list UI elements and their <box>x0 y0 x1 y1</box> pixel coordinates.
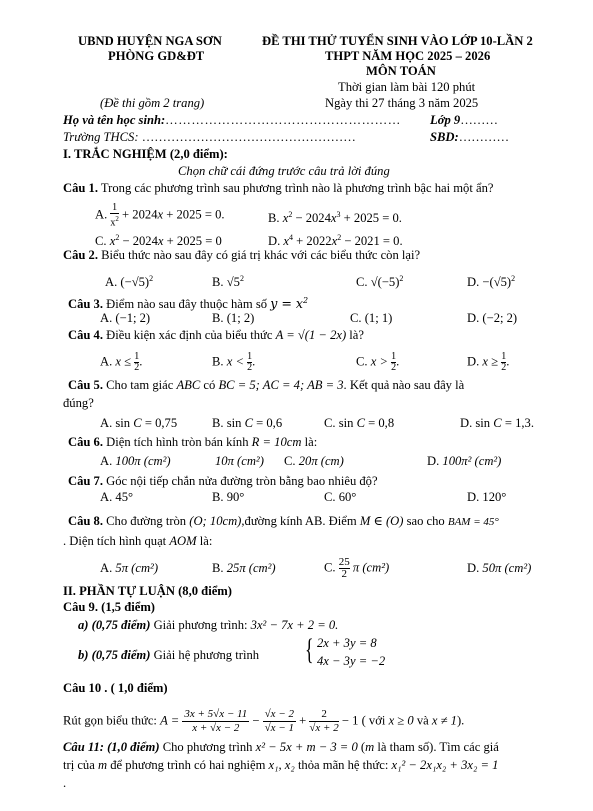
exam-title: ĐỀ THI THỬ TUYỂN SINH VÀO LỚP 10-LẦN 2 <box>262 34 533 48</box>
q3-option-c[interactable]: C. (1; 1) <box>350 311 393 325</box>
exam-pages: (Đề thi gồm 2 trang) <box>100 96 205 110</box>
q7-option-d[interactable]: D. 120° <box>467 490 507 504</box>
q9a: a) (0,75 điểm) Giải phương trình: 3x² − 7x + 2 = 0. <box>78 618 339 632</box>
q1-option-b[interactable]: B. $x^2 - 2024x^3 + 2025 = 0$. <box>268 210 402 226</box>
q2-label: Câu 2. <box>63 248 98 262</box>
q7-label: Câu 7. <box>68 474 103 488</box>
q7-option-b[interactable]: B. 90° <box>212 490 245 504</box>
student-name-row <box>63 113 401 128</box>
q6-option-a[interactable]: A. 100π (cm²) <box>100 454 171 468</box>
header-office: PHÒNG GD&ĐT <box>108 49 205 63</box>
sbd-label: SBD: <box>430 130 459 144</box>
q9b: b) (0,75 điểm) Giải hệ phương trình <box>78 648 260 662</box>
q5-option-b[interactable]: B. sin C = 0,6 <box>212 416 283 430</box>
q9-label: Câu 9. (1,5 điểm) <box>63 600 155 614</box>
sbd-dots: ………… <box>458 130 510 144</box>
q7-option-c[interactable]: C. 60° <box>324 490 357 504</box>
q6-option-d[interactable]: D. 100π² (cm²) <box>427 454 502 468</box>
q4-stem: Câu 4. Điều kiện xác định của biểu thức A = √(1 − 2x) là? <box>68 328 364 342</box>
q4-text: Điều kiện xác định của biểu thức <box>106 328 273 342</box>
q8-stem: Câu 8. Cho đường tròn (O; 10cm),đường kính AB. Điểm M ∈ (O) sao cho BAM = 45° <box>68 514 499 528</box>
exam-subject: MÔN TOÁN <box>366 64 436 78</box>
exam-page: UBND HUYỆN NGA SƠN PHÒNG GD&ĐT ĐỀ THI THỬ TUYỂN SINH VÀO LỚP 10-LẦN 2 THPT NĂM HỌC 2025 – 2026 MÔN TOÁN Thời gian làm bài 120 phút (Đề thi gồm 2 trang) Ngày thi 27 tháng 3 năm 2025 Họ và tên học sinh:……………………………………………… Lớp 9……… Trường THCS: …………………………………………… SBD:………… I. TRẮC NGHIỆM (2,0 điểm): Chọn chữ cái đứng trước câu trả lời đúng Câu 1. Trong các phương trình sau phương trình nào là phương trình bậc hai một ẩn? A. $\frac{1}{x^2}$ + 2024x + 2025 = 0. B. $x^2 - 2024x^3 + 2025 = 0$. C. $x^2 - 2024x + 2025 = 0$ D. $x^4 + 2022x^2 - 2021 = 0$. Câu 2. Biểu thức nào sau đây có giá trị khác với các biểu thức còn lại? A. $(-√5)^2$ B. $√5^2$ C. $√(-5)^2$ D. $-(√5)^2$ Câu 3. Điểm nào sau đây thuộc hàm số $y = x^2$ A. (−1; 2) B. (1; 2) C. (1; 1) D. (−2; 2) Câu 4. Điều kiện xác định của biểu thức A = √(1 − 2x) là? A. x ≤ $\frac{1}{2}$ . B. x < $\frac{1}{2}$ . C. x > $\frac{1}{2}$ . D. x ≥ $\frac{1}{2}$ . Câu 5. Cho tam giác ABC có BC = 5; AC = 4; AB = 3. Kết quả nào sau đây là đúng? A. sin C = 0,75 B. sin C = 0,6 C. sin C = 0,8 D. sin C = 1,3. Câu 6. Diện tích hình tròn bán kính R = 10cm là: A. 100π (cm²) 10π (cm²) C. 20π (cm) D. 100π² (cm²) Câu 7. Góc nội tiếp chắn nửa đường tròn bằng bao nhiêu độ? A. 45° B. 90° C. 60° D. 120° Câu 8. Cho đường tròn (O; 10cm),đường kính AB. Điểm M ∈ (O) sao cho BAM = 45° . Diện tích hình quạt AOM là: A. 5π (cm²) B. 25π (cm²) C. $\frac{25}{2}$ π (cm²) D. 50π (cm²) II. PHẦN TỰ LUẬN (8,0 điểm) Câu 9. (1,5 điểm) a) (0,75 điểm) Giải phương trình: 3x² − 7x + 2 = 0. b) (0,75 điểm) Giải hệ phương trình { 2x + 3y = 8 4x − 3y = −2 Câu 10 . ( 1,0 điểm) Rút gọn biểu thức: A = $\frac{3x + 5√x - 11}{x + √x - 2}$ − $\frac{√x - 2}{√x - 1}$ + $\frac{2}{√x + 2}$ − 1 ( với x ≥ 0 và x ≠ 1). Câu 11: (1,0 điểm) Cho phương trình x² − 5x + m − 3 = 0 (m là tham số). Tìm các giá trị của m để phương trình có hai nghiệm x₁, x₂ thỏa mãn hệ thức: x₁² − 2x₁x₂ + 3x₂ = 1 . <box>63 34 534 790</box>
q8-stem-cont: . Diện tích hình quạt AOM là: <box>63 534 213 548</box>
q3-text: Điểm nào sau đây thuộc hàm số <box>106 297 268 312</box>
q10-label: Câu 10 . ( 1,0 điểm) <box>63 681 168 695</box>
q1-option-c[interactable]: C. $x^2 - 2024x + 2025 = 0$ <box>95 233 222 249</box>
q11-end-dot: . <box>63 776 67 790</box>
q1-text: Trong các phương trình sau phương trình nào là phương trình bậc hai một ẩn? <box>100 181 494 195</box>
q8-option-d[interactable]: D. 50π (cm²) <box>467 561 532 575</box>
school-dots: …………………………………………… <box>141 130 356 144</box>
q7-option-a[interactable]: A. 45° <box>100 490 134 504</box>
q8-label: Câu 8. <box>68 514 103 528</box>
q3-stem: Câu 3. Điểm nào sau đây thuộc hàm số $y = x^2$ <box>68 296 309 312</box>
q3-option-a[interactable]: A. (−1; 2) <box>100 311 151 325</box>
q11-stem: Câu 11: (1,0 điểm) Cho phương trình x² − 5x + m − 3 = 0 (m là tham số). Tìm các giá <box>63 740 499 754</box>
q5-option-d[interactable]: D. sin C = 1,3. <box>460 416 534 430</box>
q2-text: Biểu thức nào sau đây có giá trị khác với các biểu thức còn lại? <box>101 248 421 262</box>
q4-option-a[interactable]: A. x ≤ $\frac{1}{2}$ . <box>100 351 143 373</box>
exam-date: Ngày thi 27 tháng 3 năm 2025 <box>325 96 479 110</box>
class-row <box>430 113 498 128</box>
class-dots: ……… <box>460 113 498 127</box>
q1-option-a[interactable]: A. $\frac{1}{x^2}$ + 2024x + 2025 = 0. <box>95 202 225 229</box>
q4-label: Câu 4. <box>68 328 103 342</box>
part2-title: II. PHẦN TỰ LUẬN (8,0 điểm) <box>63 584 232 598</box>
exam-year: THPT NĂM HỌC 2025 – 2026 <box>325 49 491 63</box>
sbd-row <box>430 130 509 145</box>
q3-option-d[interactable]: D. (−2; 2) <box>467 311 518 325</box>
q5-stem: Câu 5. Cho tam giác ABC có BC = 5; AC = 4; AB = 3. Kết quả nào sau đây là <box>68 378 465 392</box>
q1-label: Câu 1. <box>63 181 98 195</box>
q7-stem: Câu 7. Góc nội tiếp chắn nửa đường tròn bằng bao nhiêu độ? <box>68 474 378 488</box>
q2-stem <box>63 248 420 263</box>
q5-label: Câu 5. <box>68 378 103 392</box>
q4-tail: là? <box>349 328 364 342</box>
part1-title: I. TRẮC NGHIỆM (2,0 điểm): <box>63 147 228 161</box>
header-dept: UBND HUYỆN NGA SƠN <box>78 34 222 48</box>
student-name-dots: ……………………………………………… <box>165 113 401 127</box>
school-label: Trường THCS: <box>63 130 139 144</box>
q5-stem-cont: đúng? <box>63 396 94 410</box>
q6-label: Câu 6. <box>68 435 103 449</box>
q2-option-c[interactable]: C. $√(-5)^2$ <box>356 274 404 290</box>
q11-stem-cont: trị của m để phương trình có hai nghiệm x₁, x₂ thỏa mãn hệ thức: x₁² − 2x₁x₂ + 3x₂ = 1 <box>63 758 499 772</box>
q3-label: Câu 3. <box>68 297 103 312</box>
q1-stem <box>63 181 493 196</box>
q8-option-b[interactable]: B. 25π (cm²) <box>212 561 276 575</box>
q2-option-b[interactable]: B. $√5^2$ <box>212 274 244 290</box>
q3-option-b[interactable]: B. (1; 2) <box>212 311 255 325</box>
q4-option-c[interactable]: C. x > $\frac{1}{2}$ . <box>356 351 400 373</box>
q6-stem: Câu 6. Diện tích hình tròn bán kính R = 10cm là: <box>68 435 318 449</box>
q5-option-c[interactable]: C. sin C = 0,8 <box>324 416 395 430</box>
exam-duration: Thời gian làm bài 120 phút <box>338 80 476 94</box>
q10-stem: Rút gọn biểu thức: A = $\frac{3x + 5√x - 11}{x + √x - 2}$ − $\frac{√x - 2}{√x - 1}$ + $\frac{2}{√x + 2}$ − 1 ( với x ≥ 0 và x ≠ 1). <box>63 708 465 734</box>
q4-option-d[interactable]: D. x ≥ $\frac{1}{2}$ . <box>467 351 510 373</box>
q2-option-a[interactable]: A. $(-√5)^2$ <box>105 274 154 290</box>
q1-option-d[interactable]: D. $x^4 + 2022x^2 - 2021 = 0$. <box>268 233 403 249</box>
part1-instruction: Chọn chữ cái đứng trước câu trả lời đúng <box>178 164 390 178</box>
q6-option-c[interactable]: C. 20π (cm) <box>284 454 344 468</box>
school-row <box>63 130 356 145</box>
q2-option-d[interactable]: D. $-(√5)^2$ <box>467 274 516 290</box>
q8-option-c[interactable]: C. $\frac{25}{2}$ π (cm²) <box>324 556 390 580</box>
q8-option-a[interactable]: A. 5π (cm²) <box>100 561 159 575</box>
q6-option-b[interactable]: 10π (cm²) <box>215 454 264 468</box>
q4-option-b[interactable]: B. x < $\frac{1}{2}$ . <box>212 351 256 373</box>
student-name-label: Họ và tên học sinh: <box>63 113 166 127</box>
q5-option-a[interactable]: A. sin C = 0,75 <box>100 416 178 430</box>
class-label: Lớp 9 <box>430 113 461 127</box>
